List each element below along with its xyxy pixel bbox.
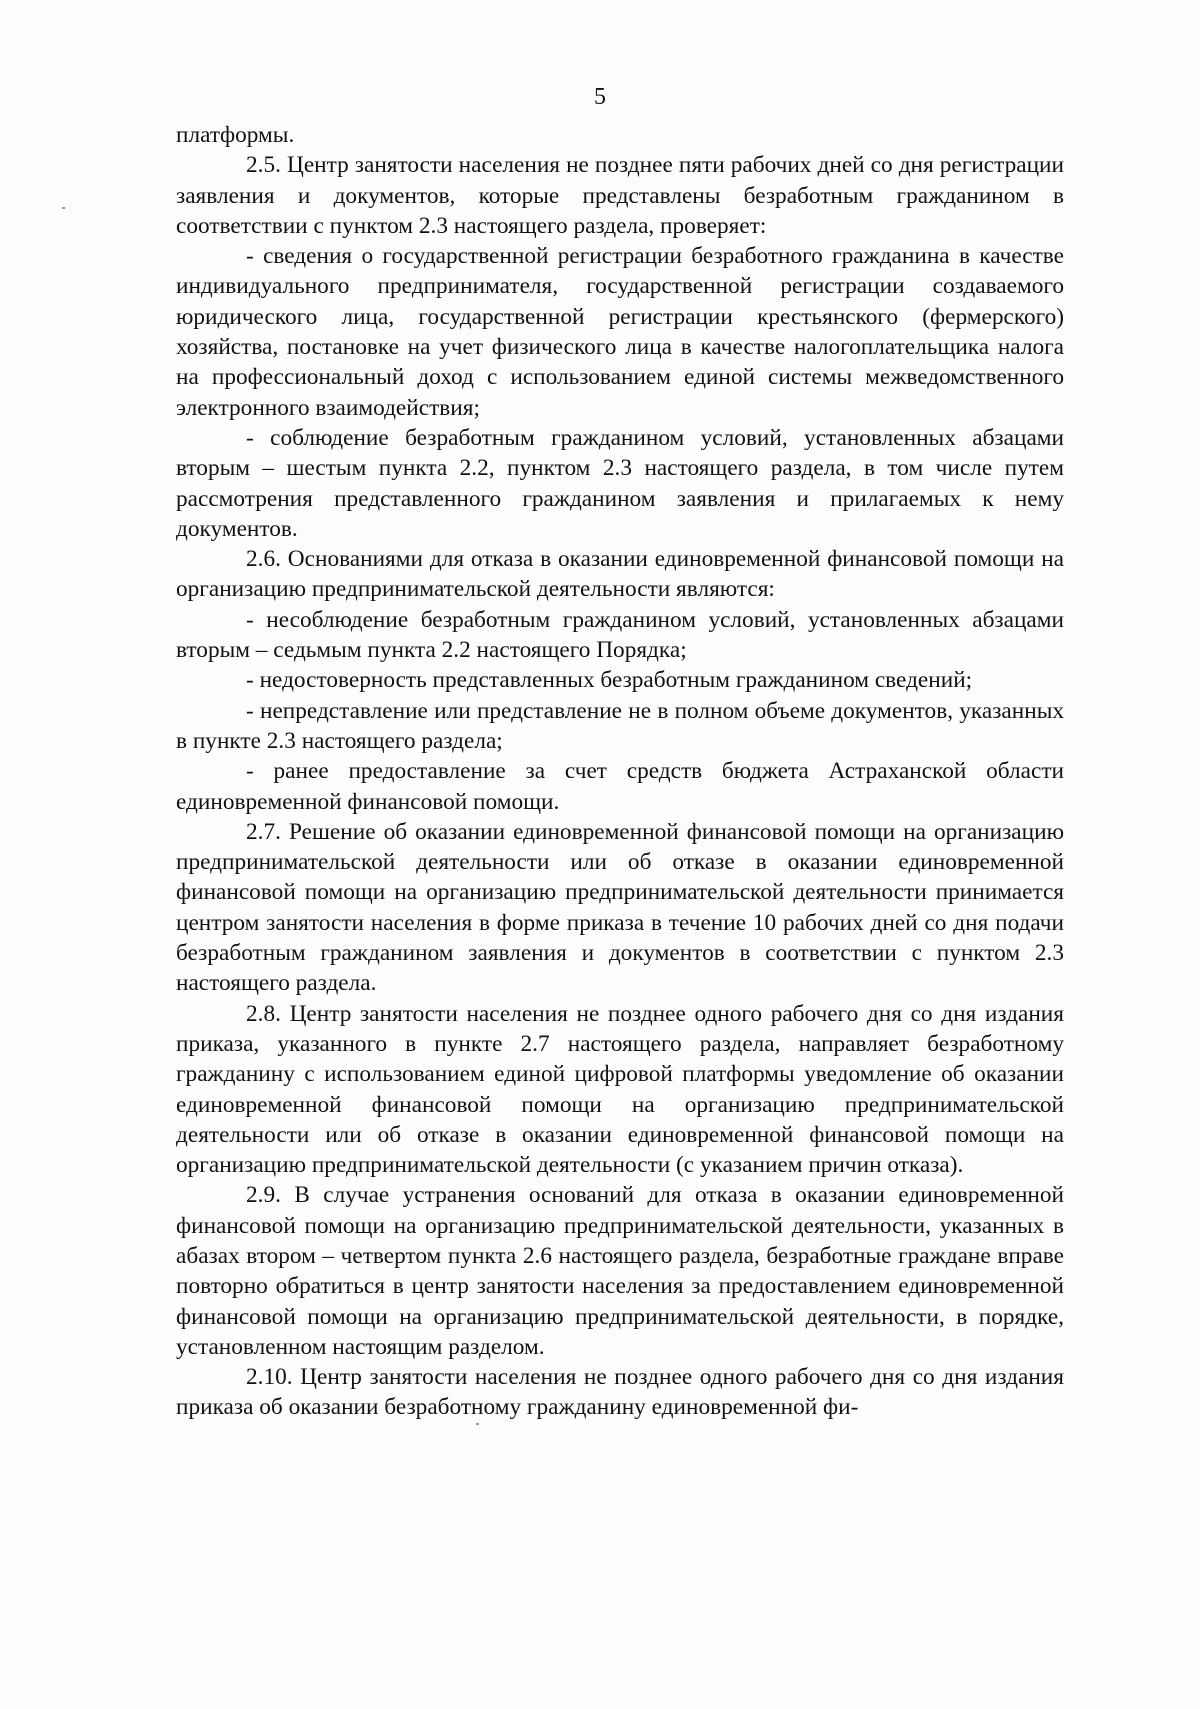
paragraph-2-10: 2.10. Центр занятости населения не позднее одного рабочего дня со дня издания приказа об оказании безработному гражданину единовременной фи- [176, 1364, 1064, 1421]
paragraph-2-9: 2.9. В случае устранения оснований для отказа в оказании единовременной финансовой помощи на организацию предпринимательской деятельности, указанных в абазах втором – четвертом пункта 2.6 настоящего раздела, безработные граждане вправе повторно обратиться в центр занятости населения за предоставлением единовременной финансовой помощи на организацию предпринимательской деятельности, в порядке, установленном настоящим разделом. [176, 1182, 1064, 1360]
document-body [176, 120, 1064, 1423]
paragraph-continuation: платформы. [176, 122, 295, 148]
paragraph-2-7: 2.7. Решение об оказании единовременной финансовой помощи на организацию предпринимательской деятельности или об отказе в оказании единовременной финансовой помощи на организацию предпринимательской деятельности принимается центром занятости населения в форме приказа в течение 10 рабочих дней со дня подачи безработным гражданином заявления и документов в соответствии с пунктом 2.3 настоящего раздела. [176, 818, 1064, 997]
scan-speck [476, 1423, 479, 1425]
paragraph-2-8: 2.8. Центр занятости населения не позднее одного рабочего дня со дня издания приказа, указанного в пункте 2.7 настоящего раздела, направляет безработному гражданину с использованием единой цифровой платформы уведомление об оказании единовременной финансовой помощи на организацию предпринимательской деятельности или об отказе в оказании единовременной финансовой помощи на организацию предпринимательской деятельности (с указанием причин отказа). [176, 1000, 1064, 1179]
list-item-conditions-check: - соблюдение безработным гражданином условий, установленных абзацами вторым – шестым пункта 2.2, пунктом 2.3 настоящего раздела, в том числе путем рассмотрения представленного гражданином заявления и прилагаемых к нему документов. [176, 424, 1064, 542]
paragraph-2-5: 2.5. Центр занятости населения не позднее пяти рабочих дней со дня регистрации заявления и документов, которые представлены безработным гражданином в соответствии с пунктом 2.3 настоящего раздела, проверяет: [176, 152, 1064, 239]
page-number: 5 [594, 84, 606, 110]
list-item-refusal-unreliable-info: - недостоверность представленных безработным гражданином сведений; [246, 667, 973, 694]
list-item-refusal-noncompliance: - несоблюдение безработным гражданином условий, установленных абзацами вторым – седьмым пункта 2.2 настоящего Порядка; [176, 606, 1064, 664]
list-item-refusal-prior-aid: - ранее предоставление за счет средств бюджета Астраханской области единовременной финансовой помощи. [176, 758, 1064, 815]
list-item-registration-check: - сведения о государственной регистрации безработного гражданина в качестве индивидуального предпринимателя, государственной регистрации создаваемого юридического лица, государственной регистрации крестьянского (фермерского) хозяйства, постановке на учет физического лица в качестве налогоплательщика налога на профессиональный доход с использованием единой системы межведомственного электронного взаимодействия; [176, 243, 1064, 421]
scan-speck [62, 207, 65, 209]
paragraph-2-6: 2.6. Основаниями для отказа в оказании единовременной финансовой помощи на организацию предпринимательской деятельности являются: [176, 546, 1064, 603]
list-item-refusal-missing-docs: - непредставление или представление не в полном объеме документов, указанных в пункте 2.3 настоящего раздела; [176, 697, 1064, 754]
